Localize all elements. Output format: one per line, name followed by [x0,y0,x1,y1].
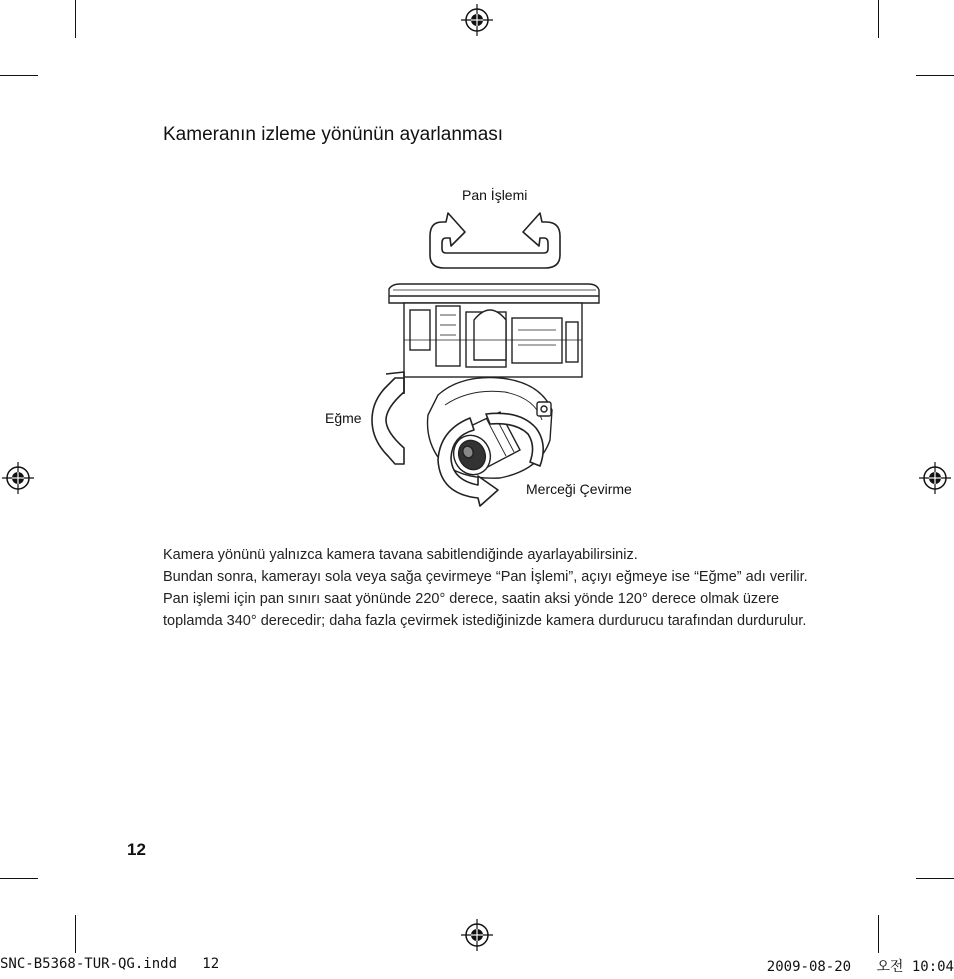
crop-mark [916,878,954,879]
crop-mark [0,878,38,879]
crop-mark [75,0,76,38]
registration-mark-icon [2,462,34,494]
lens-rotation-label: Merceği Çevirme [526,481,632,497]
camera-housing-icon [389,284,599,377]
tilt-arrow-icon [372,372,404,464]
registration-mark-icon [461,4,493,36]
paragraph: Kamera yönünü yalnızca kamera tavana sabitlendiğinde ayarlayabilirsiniz. [163,547,638,563]
paragraph: Bundan sonra, kamerayı sola veya sağa çevirmeye “Pan İşlemi”, açıyı eğmeye ise “Eğme” adı verilir. Pan işlemi için pan sınırı saat yönünde 220° derece, saatin aksi yönde 120° derece olmak üzere toplamda 340° derecedir; daha fazla çevirmek istediğinizde kamera durdurucu tarafından durdurulur. [163,569,808,629]
pan-arrow-icon [430,213,560,268]
crop-mark [0,75,38,76]
section-title: Kameranın izleme yönünün ayarlanması [163,124,504,145]
tilt-label: Eğme [325,410,362,426]
body-text [163,544,823,632]
crop-mark [878,915,879,953]
footer-file-info: SNC-B5368-TUR-QG.indd 12 [0,956,220,972]
camera-adjustment-diagram [300,180,660,520]
footer-date-info: 2009-08-20 오전 10:04 [766,959,954,975]
registration-mark-icon [919,462,951,494]
crop-mark [75,915,76,953]
pan-label: Pan İşlemi [462,187,528,203]
page-number: 12 [127,840,146,859]
crop-mark [878,0,879,38]
crop-mark [916,75,954,76]
registration-mark-icon [461,919,493,951]
